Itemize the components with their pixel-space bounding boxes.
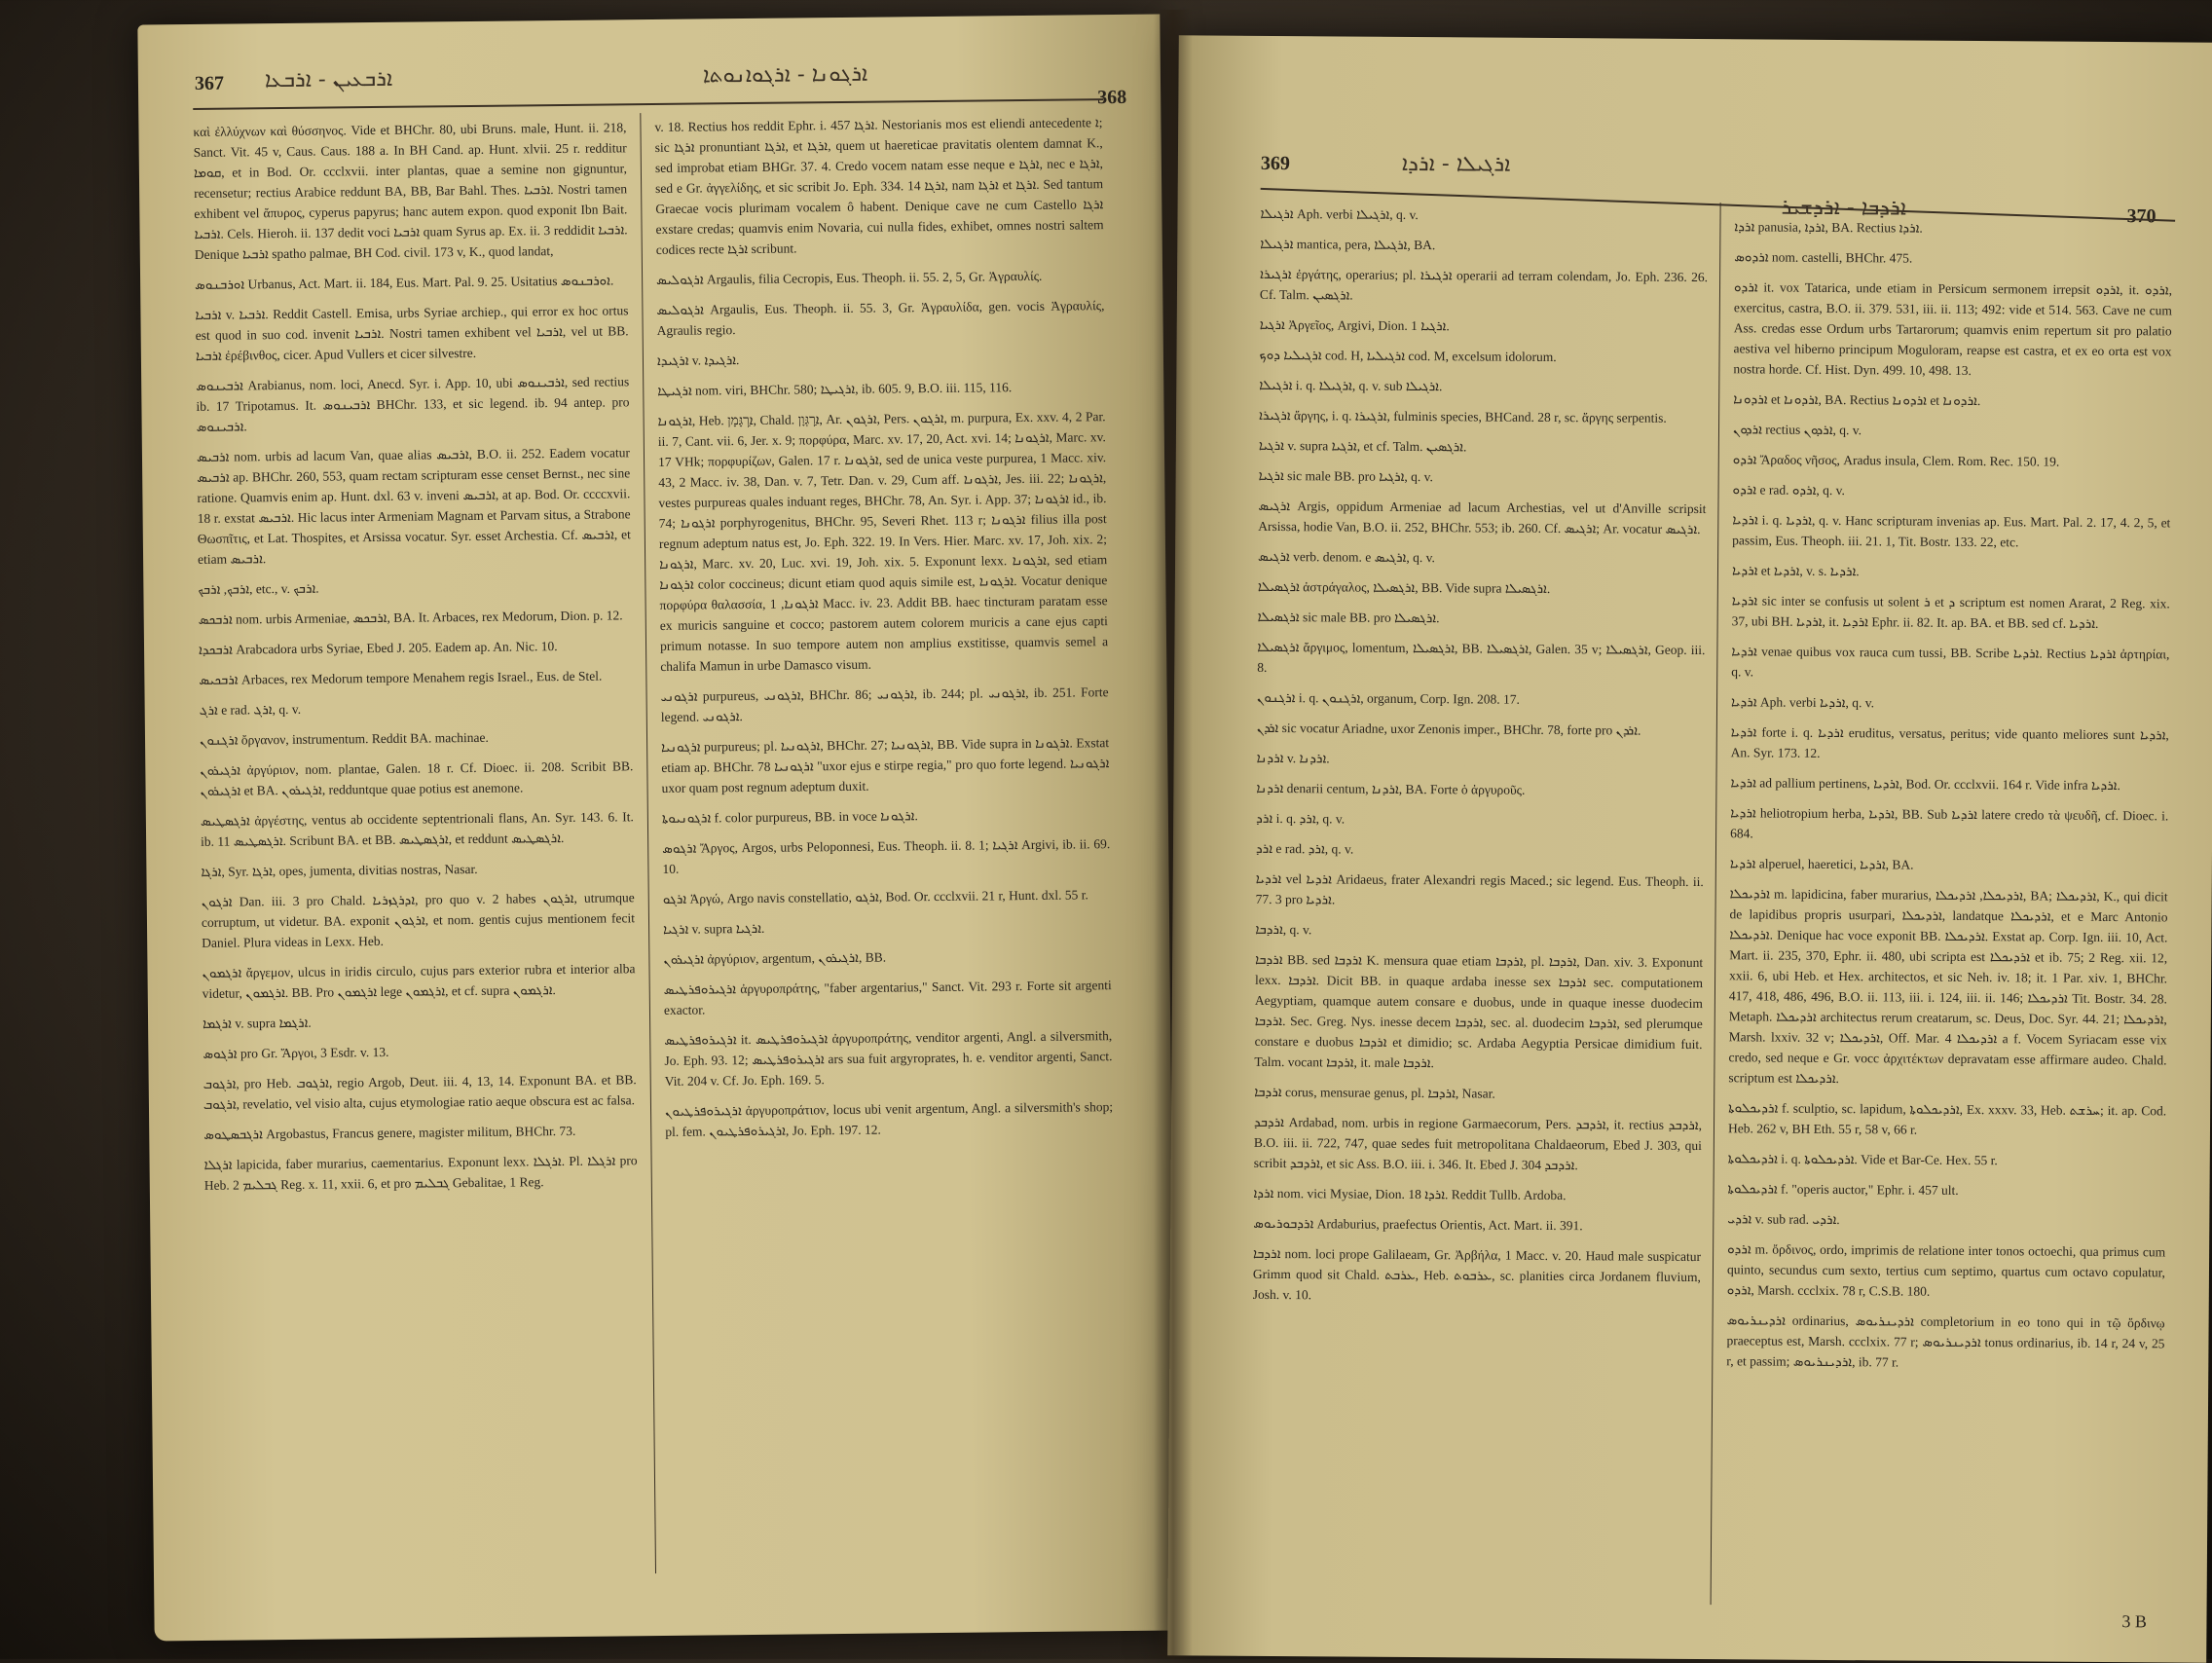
entry: ܐܪܓܝܕܐ v. ܐܪܓܝܕܐ. <box>656 352 740 368</box>
entry: ܐܪܓܡܘܢ ἄργεμον, ulcus in iridis circulo, cujus pars exterior rubra et interior alba videtur, ܐܪܓܡܘܢ. BB. Pro ܐܪܓܡܘܢ lege ܐܪܓܡܘܢ, et cf. supra ܐܪܓܡܘܢ. <box>202 961 636 1001</box>
entry: ܐܪܕܝܐ alperuel, haeretici, ܐܪܕܝܐ, BA. <box>1729 856 1914 872</box>
entry: ܐܪܓܘܢܝ purpureus, ܐܪܓܘܢܝ, BHChr. 86; ܐܪܓܘܢܝ, ib. 244; pl. ܐܪܓܘܢܝ, ib. 251. Forte legend. ܐܪܓܘܢܝ. <box>660 684 1109 724</box>
entry: ܐܪܕܝܐ i. q. ܐܪܕܝܐ, q. v. Hanc scripturam invenias ap. Eus. Mart. Pal. 2. 17, 4. 2, 5, et passim, Eus. Theoph. iii. 21. 1, Tit. Bostr. 133. 22, etc. <box>1732 512 2171 550</box>
entry: ܐܪܓܝܐ Ἀργεῖος, Argivi, Dion. ܐܪܓܝܐ 1. <box>1259 316 1450 334</box>
entry: ܐܪܓܘܢ Dan. iii. 3 pro Chald. ܐܕܪܓܙܪܝܐ, pro quo v. 2 habes ܐܪܓܘܢ, utrumque corruptum, ut videtur. BA. exponit ܐܪܓܘܢ, et nom. gentis cujus mentionem fecit Daniel. Plura videas in Lexx. Heb. <box>201 890 636 950</box>
entry: ܐܪܓܘܣ pro Gr. Ἄργοι, 3 Esdr. v. 13. <box>203 1044 389 1061</box>
page-number-369: 369 <box>1260 152 1290 175</box>
right-page <box>1167 35 2212 1662</box>
entry: ܐܪܓܝܠܐ i. q. ܐܪܓܝܠܐ, q. v. sub ܐܪܓܝܠܐ. <box>1259 377 1443 394</box>
entry: ܐܪܒܝܣ nom. urbis ad lacum Van, quae alias ܐܪܒܝܣ, B.O. ii. 252. Eadem vocatur ܐܪܒܝܣ ap. BHChr. 260, 553, quam rectam scripturam esse censet Bernst., nec sine ratione. Quamvis enim ap. Hunt. dxl. 63 v. inveni ܐܪܒܝܣ, at ap. Bod. Or. ccccxvii. 18 r. exstat ܐܪܒܝܣ. Hic lacus inter Armeniam Magnam et Parvam situs, a Strabone Θωσπῖτις, et Lat. Thospites, et Arsissa vocatur. Syr. esset Archestia. Cf. ܐܪܒܝܣ, et etiam ܐܪܒܝܣ. <box>196 445 631 567</box>
entry: ܐܪܒܟܝܣ Arbaces, rex Medorum tempore Menahem regis Israel., Eus. de Stel. <box>199 668 603 687</box>
entry: ܐܪܓܝܐ sic male BB. pro ܐܪܓܝܐ, q. v. <box>1258 467 1433 485</box>
entry: ܐܪܕܝܐ sic inter se confusis ut solent ܪ et ܕ scriptum est nomen Ararat, 2 Reg. xix. 37, ubi BH. ܐܪܕܝܐ, it. ܐܪܕܝܐ Ephr. ii. 82. It. ap. BA. et BB. sed cf. ܐܪܕܝܐ. <box>1731 593 2170 631</box>
entry: ܐܪܓܢܘܢ ὄργανον, instrumentum. Reddit BA. machinae. <box>199 729 489 748</box>
entry: ܐܪܕܢܐ v. ܐܪܕܢܐ. <box>1256 750 1330 766</box>
entry: ܐܪܕܒܕ Ardabad, nom. urbis in regione Garmaecorum, Pers. ܐܪܕܒܕ, it. rectius ܐܪܕܒܕ, B.O. iii. ii. 722, 747, quae sedes fuit metropolitana Chaldaeorum, Ebed J. 303, qui scribit ܐܪܕܒܕ, et sic Ass. B.O. iii. i. 346. It. Ebed J. 304 ܐܪܕܒܕ. <box>1253 1114 1703 1173</box>
entry: ܐܪܓܝܐ v. supra ܐܪܓܝܐ. <box>663 920 765 937</box>
book-spine-shadow <box>1154 10 1193 1659</box>
entry: ܐܪܒܝܢܘܣ Arabianus, nom. loci, Anecd. Syr. i. App. 10, ubi ܐܪܒܝܢܘܣ, sed rectius ib. 17 Tripotamus. It. ܐܪܒܝܢܘܣ BHChr. 133, et sic legend. ib. 94 antep. pro ܐܪܒܝܢܘܣ. <box>196 374 630 434</box>
entry: ܐܪܕܝܐ heliotropium herba, ܐܪܕܝܐ, BB. Sub ܐܪܕܝܐ latere credo τὰ ψευδῆ, cf. Dioec. i. 684. <box>1730 805 2169 841</box>
entry: ܐܪܕܒܐ nom. loci prope Galilaeam, Gr. Ἀρβήλα, 1 Macc. v. 20. Haud male suspicatur Grimm quod sit Chald. ܥܪܒܬ, Heb. ܥܪܒܘܬ, sc. planities circa Jordanem fluvium, Josh. v. 10. <box>1252 1245 1702 1303</box>
entry: ܐܪܓܝܠܝܐ ܕܘܟ cod. H, ܐܪܓܝܠܝܐ cod. M, excelsum idolorum. <box>1259 347 1557 365</box>
entry: ܐܪܓܘܠܝܣ Argaulis, Eus. Theoph. ii. 55. 3, Gr. Ἀγραυλίδα, gen. vocis Ἀγραυλίς, Agraulis regio. <box>656 298 1105 338</box>
entry: ܐܪܕܘ Ἄραδος νῆσος, Aradus insula, Clem. Rom. Rec. 150. 19. <box>1732 452 2060 469</box>
signature-mark: 3 B <box>2121 1611 2148 1632</box>
running-head-right: ܐܪܕܒܐ - ܐܪܕܫܝܪ <box>1781 195 1907 221</box>
entry: ܐܪܓܝܪܘܦܪܛܝܣ it. ܐܪܓܝܪܘܦܪܛܝܣ ἀργυροπράτης, venditor argenti, Angl. a silversmith, Jo. Eph. 93. 12; ܐܪܓܝܪܘܦܪܛܝܣ ars sua fuit argyroprates, h. e. venditor argenti, Sanct. Vit. 204 v. Cf. Jo. Eph. 169. 5. <box>664 1028 1113 1089</box>
entry: ܐܪܓܝܪܘܦܪܛܝܣ ἀργυροπράτης, "faber argentarius," Sanct. Vit. 293 r. Forte sit argenti exactor. <box>663 978 1112 1017</box>
entry: v. 18. Rectius hos reddit Ephr. i. 457 ܐܪܓܐ. Nestorianis mos est eliendi antecedente ܐ; sic ܐܪܓܐ pronuntiant ܐܪܓܐ, et ܐܪܓܐ, quem ut haereticae pravitatis olentem damnat K., sed improbat etiam BHGr. 37. 4. Credo vocem natam esse neque e ܐܪܓܐ, nec e ܐܪܓܐ, sed e Gr. ἀγγελίδης, et sic scribit Jo. Eph. 334. 14 ܐܪܓܐ, nam ܐܪܓܐ et ܐܪܓܐ. Sed tantum Graecae vocis plurimam vocalem ô habent. Denique cave ne cum Castello ܐܪܓܐ exstare credas; quamvis enim Novaria, cui nulla fides, exhibet, omnes nostri saltem codices recte ܐܪܓܐ scribunt. <box>654 115 1104 257</box>
header-rule <box>193 98 1103 110</box>
entry: ܐܪܕܝܟܠܘܬܐ i. q. ܐܪܕܝܟܠܘܬܐ. Vide et Bar-Ce. Hex. 55 r. <box>1727 1151 1998 1168</box>
left-page-column-1 <box>193 117 638 1205</box>
entry: ܐܪܒܟܕܐ Arabcadora urbs Syriae, Ebed J. 205. Eadem ap. An. Nic. 10. <box>198 639 558 657</box>
entry: ܐܪܓܘܒ, pro Heb. ܐܪܓܘܒ, regio Argob, Deut. iii. 4, 13, 14. Exponunt BA. et BB. ܐܪܓܘܒ, revelatio, vel visio alta, cujus etymologiae ratio aeque obscura est ac falsa. <box>203 1072 637 1112</box>
entry: ܐܪܓܘܣ Ἄργος, Argos, urbs Peloponnesi, Eus. Theoph. ii. 8. 1; ܐܪܓܝܐ Argivi, ib. ii. 69. 10. <box>662 836 1111 876</box>
entry: ܐܪܕܝ v. sub rad. ܐܪܕܝ. <box>1727 1211 1840 1228</box>
entry: ܐܪܕܒܘܪܝܘܣ Ardaburius, praefectus Orientis, Act. Mart. ii. 391. <box>1253 1215 1583 1234</box>
page-number-367: 367 <box>194 72 225 94</box>
column-divider <box>640 113 656 1573</box>
entry: ܐܪܕܝܐ vel ܐܪܕܝܐ Aridaeus, frater Alexandri regis Maced.; sic legend. Eus. Theoph. ii. 77. 3 pro ܐܪܕܝܐ. <box>1255 870 1704 907</box>
entry: ܐܘܪܒܢܘܣ Urbanus, Act. Mart. ii. 184, Eus. Mart. Pal. 9. 25. Usitatius ܐܘܪܒܢܘܣ. <box>195 273 614 292</box>
entry: ܐܪܓܝܪܘܢ ἀργύριον, argentum, ܐܪܓܝܪܘܢ, BB. <box>663 949 887 967</box>
entry: ܐܪܕܝܐ et ܐܪܕܝܐ, v. s. ܐܪܕܝܐ. <box>1731 563 1860 579</box>
entry: ܐܪܓܐ, Syr. ܐܪܓܐ, opes, jumenta, divitias nostras, Nasar. <box>201 861 478 879</box>
entry: ܐܪܓܝܪܐ ἐργάτης, operarius; pl. ܐܪܓܝܪܐ operarii ad terram colendam, Jo. Eph. 236. 26. Cf. Talm. ܐܪܓܣܝܢ. <box>1259 266 1709 303</box>
entry: ܐܪܕܝܐ forte i. q. ܐܪܕܝܐ eruditus, versatus, peritus; vide quanto meliores sunt ܐܪܕܝܐ, An. Syr. 173. 12. <box>1730 724 2169 760</box>
entry: ܐܪܓܘܢܝܘܬܐ f. color purpureus, BB. in voce ܐܪܓܘܢܐ. <box>661 808 918 826</box>
entry: ܐܪܕܝܟܠܐ m. lapidicina, faber murarius, ܐܪܕܝܟܠܐ, ܐܪܕܝܟܠܐ, BA; ܐܪܕܝܟܠܐ, K., qui dicit de lapidibus propris usurpari, ܐܪܕܝܟܠܐ, landatque ܐܪܕܝܟܠܐ, et e Marc Antonio ܐܪܕܝܟܠܐ. Denique hac voce exponit BB. ܐܪܕܝܟܠܐ. Exstat ap. Corp. Ign. iii. 10, Act. Mart. ii. 235, 370, Ephr. ii. 480, ubi scripta est ܐܪܕܝܟܠܐ et ib. 75; 2 Reg. xii. 12, xxii. 6, ubi Heb. et Hex. architectos, et sic Neh. iv. 18; it. 1 Par. xiv. 1, BHChr. 417, 418, 486, 496, B.O. ii. 113, iii. i. 124, iii. ii. 146; ܐܪܕܝܟܠܐ Tit. Bostr. 34. 28. Metaph. ܐܪܕܝܟܠܐ architectus rerum creatarum, sc. Deus, Doc. Syr. 44. 21; ܐܪܕܝܟܠܐ, Marsh. lxxiv. 32 v; ܐܪܕܝܟܠܐ, Off. Mar. ܐܪܕܝܟܠܐ 4 a f. Vocem Syriacam esse vix credo, sed neque e Gr. vocc ἀρχιτέκτων depravatam esse affirmare audeo. Chald. scriptum est ܐܪܕܝܟܠܐ. <box>1728 886 2168 1087</box>
entry: ܐܪܕܝܐ venae quibus vox rauca cum tussi, BB. Scribe ܐܪܕܝܐ. Rectius ܐܪܕܝܐ ἀρτηρίαι, q. v. <box>1731 644 2170 680</box>
entry: ܐܪܓܠܐ lapicida, faber murarius, caementarius. Exponunt lexx. ܐܪܓܠܐ. Pl. ܐܪܓܠܐ pro Heb. ܓܒܠܝܡ 2 Reg. x. 11, xxii. 6, et pro ܓܒܠܝܡ Gebalitae, 1 Reg. <box>203 1153 638 1193</box>
entry: ܐܪܕܘܢܐ et ܐܪܕܘܢܐ, BA. Rectius ܐܪܕܘܢܐ et ܐܪܕܘܢܐ. <box>1733 391 1981 409</box>
entry: ܐܪܕܝܐ ad pallium pertinens, ܐܪܕܝܐ, Bod. Or. ccclxvii. 164 r. Vide infra ܐܪܕܝܐ. <box>1730 775 2120 794</box>
running-head-left: ܐܪܒܥܝܢ - ܐܪܒܥܐ <box>264 66 393 93</box>
entry: ܐܪܓܝܠܐ Aph. verbi ܐܪܓܝܠܐ, q. v. <box>1260 205 1419 223</box>
entry: ܐܪܓܒܣܛܘܣ Argobastus, Francus genere, magister militum, BHChr. 73. <box>203 1123 576 1142</box>
entry: ܐܪܓܘ Ἀργώ, Argo navis constellatio, ܐܪܓܘ, Bod. Or. ccclxvii. 21 r, Hunt. dxl. 55 r. <box>662 887 1088 906</box>
entry: ܐܪܓܘܠܝܣ Argaulis, filia Cecropis, Eus. Theoph. ii. 55. 2, 5, Gr. Ἀγραυλίς. <box>656 268 1043 287</box>
entry: καὶ ἐλλύχνων καὶ θύσσηνος. Vide et BHChr. 80, ubi Bruns. male, Hunt. ii. 218, Sanct. Vit. 45 v, Caus. Caus. 188 a. In BH Cand. ap. Hunt. xlvii. 25 r. redditur ܩܘܡܐ, et in Bod. Or. ccclxvii. inter plantas, quae a semine non gignuntur, recensetur; rectius Arabice reddunt BA, BB, Bar Bahl. Thes. ܐܪܒܝܐ. Nostri tamen exhibent vel ἄπυρος, cyperus papyrus; hanc autem expon. quod exponit Ibn Bait. ܐܪܒܝܐ. Cels. Hieroh. ii. 137 dedit voci ܐܪܒܝܐ quam Syrus ap. Ex. ii. 3 reddidit ܐܪܒܝܐ. Denique ܐܪܒܝܐ spatho palmae, BH Cod. civil. 173 v, K., quod landat, <box>193 120 628 262</box>
entry: ܐܪܒܟܣ nom. urbis Armeniae, ܐܪܒܟܣ, BA. It. Arbaces, rex Medorum, Dion. p. 12. <box>198 608 623 627</box>
entry: ܐܪܓܘܢܝܐ purpureus; pl. ܐܪܓܘܢܝܐ, BHChr. 27; ܐܪܓܘܢܝܐ, BB. Vide supra in ܐܪܓܘܢܐ. Exstat etiam ap. BHChr. 78 ܐܪܓܘܢܝܐ "uxor ejus e stirpe regia," pro quo forte legend. ܐܪܓܘܢܝܐ uxor quam post regnum adeptum duxit. <box>661 735 1110 795</box>
entry: ܐܪܒܟ, ܐܪܒܟ, etc., v. ܐܪܒܟ. <box>198 580 319 597</box>
entry: ܐܪܓܝܪܘܢ ἀργύριον, nom. plantae, Galen. 18 r. Cf. Dioec. ii. 208. Scribit BB. ܐܪܓܝܪܘܢ et BA. ܐܪܓܝܪܘܢ, redduntque quae potius est anemone. <box>200 758 634 798</box>
entry: ܐܪܕܝܟܠܘܬܐ f. sculptio, sc. lapidum, ܐܪܕܝܟܠܘܬܐ, Ex. xxxv. 33, Heb. ܚܪܫܬ; it. ap. Cod. Heb. 262 v, BH Eth. 55 r, 58 v, 66 r. <box>1727 1100 2167 1137</box>
page-number-370: 370 <box>2126 205 2157 228</box>
entry: ܐܪܓܝܪܘܦܪܛܝܘܢ ἀργυροπράτιον, locus ubi venit argentum, Angl. a silversmith's shop; pl. fem. ܐܪܓܝܪܘܦܪܛܝܘܢ, Jo. Eph. 197. 12. <box>664 1099 1114 1139</box>
page-number-368: 368 <box>1097 86 1127 109</box>
entry: ܐܪܓܡܐ v. supra ܐܪܓܡܐ. <box>203 1015 312 1031</box>
entry: ܐܪܕܘ e rad. ܐܪܕܘ, q. v. <box>1732 482 1845 499</box>
entry: ܐܪܕܒܐ BB. sed ܐܪܕܒܐ K. mensura quae etiam ܐܪܕܒܐ, pl. ܐܪܕܒܐ, Dan. xiv. 3. Exponunt lexx. ܐܪܕܒܐ. Dicit BB. in quaque ardaba inesse sex ܐܪܕܒܐ sec. computationem Aegyptiam, quamque autem consare e duobus, unde in quaque inesse duodecim ܐܪܕܒܐ. Sec. Greg. Nys. inesse decem ܐܪܕܒܐ, sec. al. duodecim ܐܪܕܒܐ, sed plerumque constare e duobus ܐܪܕܒܐ et dimidio; sc. Ardaba Aegyptia Persicae dimidium fuit. Talm. vocant ܐܪܕܒܐ, it. male ܐܪܕܒܐ. <box>1254 951 1704 1071</box>
entry: ܐܪܕܒܐ corus, mensurae genus, pl. ܐܪܕܒܐ, Nasar. <box>1254 1084 1495 1101</box>
entry: ܐܪܕ e rad. ܐܪܕ, q. v. <box>1255 840 1354 857</box>
entry: ܐܪܕܘܣ nom. castelli, BHChr. 475. <box>1734 249 1913 266</box>
entry: ܐܪܕܝܐ Aph. verbi ܐܪܕܝܐ, q. v. <box>1731 694 1875 711</box>
entry: ܐܪܕܝܟܠܘܬܐ f. "operis auctor," Ephr. i. 457 ult. <box>1727 1181 1959 1198</box>
entry: ܐܪܓܝܣ Argis, oppidum Armeniae ad lacum Archestias, vel ut d'Anville scripsit Arsissa, hodie Van, B.O. ii. 252, BHChr. 553; ib. 260. Cf. ܐܪܓܝܣ; Ar. vocatur ܐܪܓܝܣ. <box>1258 498 1707 537</box>
entry: ܐܪܓ e rad. ܐܪܓ, q. v. <box>199 701 302 718</box>
entry: ܐܪܕܢ sic vocatur Ariadne, uxor Zenonis imper., BHChr. 78, forte pro ܐܪܕܢ. <box>1256 720 1641 738</box>
entry: ܐܪܕܘ m. ὄρδινος, ordo, imprimis de relatione inter tonos octoechi, qua primus cum quinto, secundus cum sexto, tertius cum septimo, quartus cum octavo copulatur, ܐܪܕܘ, Marsh. ccclxix. 78 r, C.S.B. 180. <box>1726 1241 2166 1299</box>
entry: ܐܪܕܘ it. vox Tatarica, unde etiam in Persicum sermonem irrepsit ܐܪܕܘ, it. ܐܪܕܘ, exercitus, castra, B.O. ii. 379. 531, iii. ii. 113; 492: vide et 514. 563. Cave ne cum Ass. credas esse Ordum urbs Tartarorum; quamvis enim repertum sit pro palatio aestiva vel hiberno principum Moguloram, reapse est castra, et ex eo orta est vox nostra horde. Cf. Hist. Dyn. 499. 10, 498. 13. <box>1733 279 2173 378</box>
entry: ܐܪܕܢܐ denarii centum, ܐܪܕܢܐ, BA. Forte ὁ ἀργυροῦς. <box>1256 780 1526 797</box>
entry: ܐܪܕܒܐ, q. v. <box>1255 921 1312 938</box>
entry: ܐܪܓܝܣ verb. denom. e ܐܪܓܝܣ, q. v. <box>1258 548 1435 566</box>
entry: ܐܪܕܐ nom. vici Mysiae, Dion. ܐܪܕܐ 18. Reddit Tullb. Ardoba. <box>1253 1185 1567 1203</box>
entry: ܐܪܓܣܝܠܐ sic male BB. pro ܐܪܓܣܝܠܐ. <box>1257 609 1440 626</box>
entry: ܐܪܕܘܢ rectius ܐܪܕܘܢ, q. v. <box>1732 422 1862 438</box>
entry: ܐܪܕܝܢܪܝܘܣ ordinarius, ܐܪܕܝܢܪܝܘܣ completorium in eo tono qui in τῷ ὄρδινῳ praeceptus est, Marsh. ccclxix. 77 r; ܐܪܕܝܢܪܝܘܣ tonus ordinarius, ib. 14 r, 24 v, 25 r, et passim; ܐܪܕܝܢܪܝܘܣ, ib. 77 r. <box>1726 1312 2165 1370</box>
right-page-column-2 <box>1726 216 2172 1384</box>
entry: ܐܪܓܝܠܐ mantica, pera, ܐܪܓܝܠܐ, BA. <box>1260 236 1436 253</box>
entry: ܐܪܕ i. q. ܐܪܕ, q. v. <box>1256 810 1346 827</box>
entry: ܐܪܓܝܐ v. supra ܐܪܓܝܐ, et cf. Talm. ܐܪܓܣܝܢ. <box>1258 437 1467 455</box>
entry: ܐܪܒܝܐ v. ܐܪܒܝܐ. Reddit Castell. Emisa, urbs Syriae archiep., qui error ex hoc ortus est quod in suo cod. invenit ܐܪܒܝܐ. Nostri tamen exhibent vel ܐܪܒܝܐ, vel ut BB. ܐܪܒܝܐ ἐρέβινθος, cicer. Apud Vullers et cicer silvestre. <box>195 303 629 363</box>
column-divider <box>1711 203 1721 1605</box>
entry: ܐܪܓܢܘܢ i. q. ܐܪܓܢܘܢ, organum, Corp. Ign. 208. 17. <box>1257 689 1520 707</box>
entry: ܐܪܕܐ panusia, ܐܪܕܐ, BA. Rectius ܐܪܕܐ. <box>1734 219 1923 236</box>
right-page-column-1 <box>1253 203 1709 1317</box>
entry: ܐܪܓܝܛܐ nom. viri, BHChr. 580; ܐܪܓܝܛܐ, ib. 605. 9, B.O. iii. 115, 116. <box>657 380 1013 398</box>
running-head-right: ܐܪܓܘܢܐ - ܐܪܓܘܐܢܘܬܐ <box>702 61 868 89</box>
entry: ܐܪܓܣܝܠܐ ἀστράγαλος, ܐܪܓܣܝܠܐ, BB. Vide supra ܐܪܓܣܝܠܐ. <box>1257 578 1551 596</box>
entry: ܐܪܓܘܢܐ, Heb. ܐַרְגָּמָן, Chald. ܐַרְגְּוָן, Ar. ܐܪܓܘܢ, Pers. ܐܪܓܘܢ, m. purpura, Ex. xxv. 4, 2 Par. ii. 7, Cant. vii. 6, Jer. x. 9; πορφύρα, Marc. xv. 17, 20, Act. xvi. 14; ܐܪܓܘܢܐ, Marc. xv. 17 VHk; πορφυρίζων, Galen. 17 r. ܐܪܓܘܢܐ, sed de unica veste purpurea, 1 Macc. xiv. 43, 2 Macc. iv. 38, Dan. v. 7, Tetr. Dan. v. 29, Cum aff. ܐܪܓܘܢܐ, Jes. iii. 22; ܐܪܓܘܢܐ, vestes purpureas quales induant reges, BHChr. 78, An. Syr. i. App. 37; ܐܪܓܘܢܐ id., ib. 74; ܐܪܓܘܢܐ porphyrogenitus, BHChr. 95, Severi Rhet. 113 r; ܐܪܓܘܢܐ filius illa post regnum adeptum natus est, Jo. Eph. 322. 19. In Vers. Hier. Marc. xv. 17, Joh. xix. 2; ܐܪܓܘܢܐ, Marc. xv. 20, Luc. xvi. 19, Joh. xix. 5. Exponunt lexx. ܐܪܓܘܢܐ, sed etiam ܐܪܓܘܢܐ color coccineus; dicunt etiam quod aquis simile est, ܐܪܓܘܢܐ. Vocatur denique πορφύρα θαλασσία, ܐܪܓܘܢܐ, 1 Macc. iv. 23. Addit BB. haec tincturam paratam esse ex muricis sanguine et cocco; pastorem autem colorem muricis a cane ejus capti primum notasse. In suo tempore autem non amplius exstitisse, quamvis semel a chalifa Mamun in urbe Damasco visum. <box>657 409 1109 674</box>
running-head-left: ܐܪܓܝܠܐ - ܐܪܕܐ <box>1401 151 1511 177</box>
left-page <box>137 15 1176 1642</box>
entry: ܐܪܓܣܛܝܣ ἀργέστης, ventus ab occidente septentrionali flans, An. Syr. 143. 6. It. ib. 11 ܐܪܓܣܛܝܣ. Scribunt BA. et BB. ܐܪܓܣܛܝܣ, et reddunt ܐܪܓܣܛܝܣ. <box>200 809 634 849</box>
entry: ܐܪܓܣܝܠܐ ἄργιμος, lomentum, ܐܪܓܣܝܠܐ, BB. ܐܪܓܣܝܠܐ, Galen. 35 v; ܐܪܓܣܝܠܐ, Geop. iii. 8. <box>1257 639 1706 675</box>
entry: ܐܪܓܝܪܐ ἄργης, i. q. ܐܪܓܝܪܐ, fulminis species, BHCand. 28 r, sc. ἄργης serpentis. <box>1259 407 1667 425</box>
left-page-column-2 <box>654 112 1113 1152</box>
